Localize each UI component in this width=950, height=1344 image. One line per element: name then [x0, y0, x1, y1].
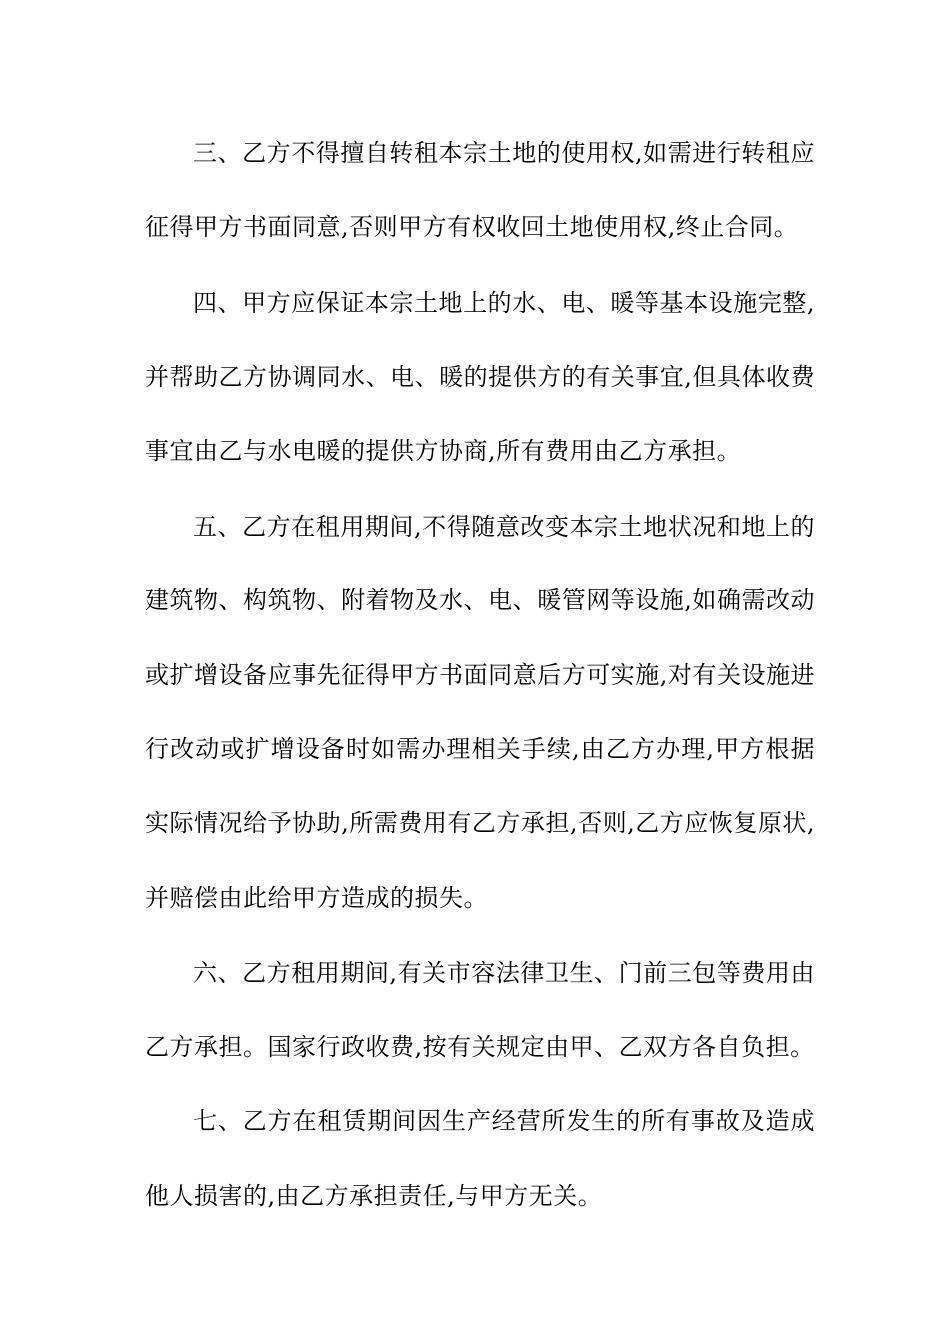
clause-5-line-2: 建筑物、构筑物、附着物及水、电、暖管网等设施,如确需改动: [145, 586, 815, 614]
clause-6-line-2: 乙方承担。国家行政收费,按有关规定由甲、乙双方各自负担。: [145, 1033, 815, 1061]
clause-3-line-1: 三、乙方不得擅自转租本宗土地的使用权,如需进行转租应: [193, 139, 815, 167]
clause-7-line-1: 七、乙方在租赁期间因生产经营所发生的所有事故及造成: [193, 1107, 815, 1135]
clause-5-line-3: 或扩增设备应事先征得甲方书面同意后方可实施,对有关设施进: [145, 661, 815, 689]
clause-4-line-1: 四、甲方应保证本宗土地上的水、电、暖等基本设施完整,: [193, 289, 815, 317]
clause-4-line-3: 事宜由乙与水电暖的提供方协商,所有费用由乙方承担。: [145, 437, 742, 465]
clause-6-line-1: 六、乙方租用期间,有关市容法律卫生、门前三包等费用由: [193, 959, 815, 987]
clause-3-line-2: 征得甲方书面同意,否则甲方有权收回土地使用权,终止合同。: [145, 213, 799, 241]
clause-4-line-2: 并帮助乙方协调同水、电、暖的提供方的有关事宜,但具体收费: [145, 363, 815, 391]
clause-7-line-2: 他人损害的,由乙方承担责任,与甲方无关。: [145, 1182, 603, 1210]
clause-5-line-1: 五、乙方在租用期间,不得随意改变本宗土地状况和地上的: [193, 513, 815, 541]
clause-5-line-6: 并赔偿由此给甲方造成的损失。: [145, 884, 488, 912]
clause-5-line-4: 行改动或扩增设备时如需办理相关手续,由乙方办理,甲方根据: [145, 735, 815, 763]
clause-5-line-5: 实际情况给予协助,所需费用有乙方承担,否则,乙方应恢复原状,: [145, 809, 815, 837]
